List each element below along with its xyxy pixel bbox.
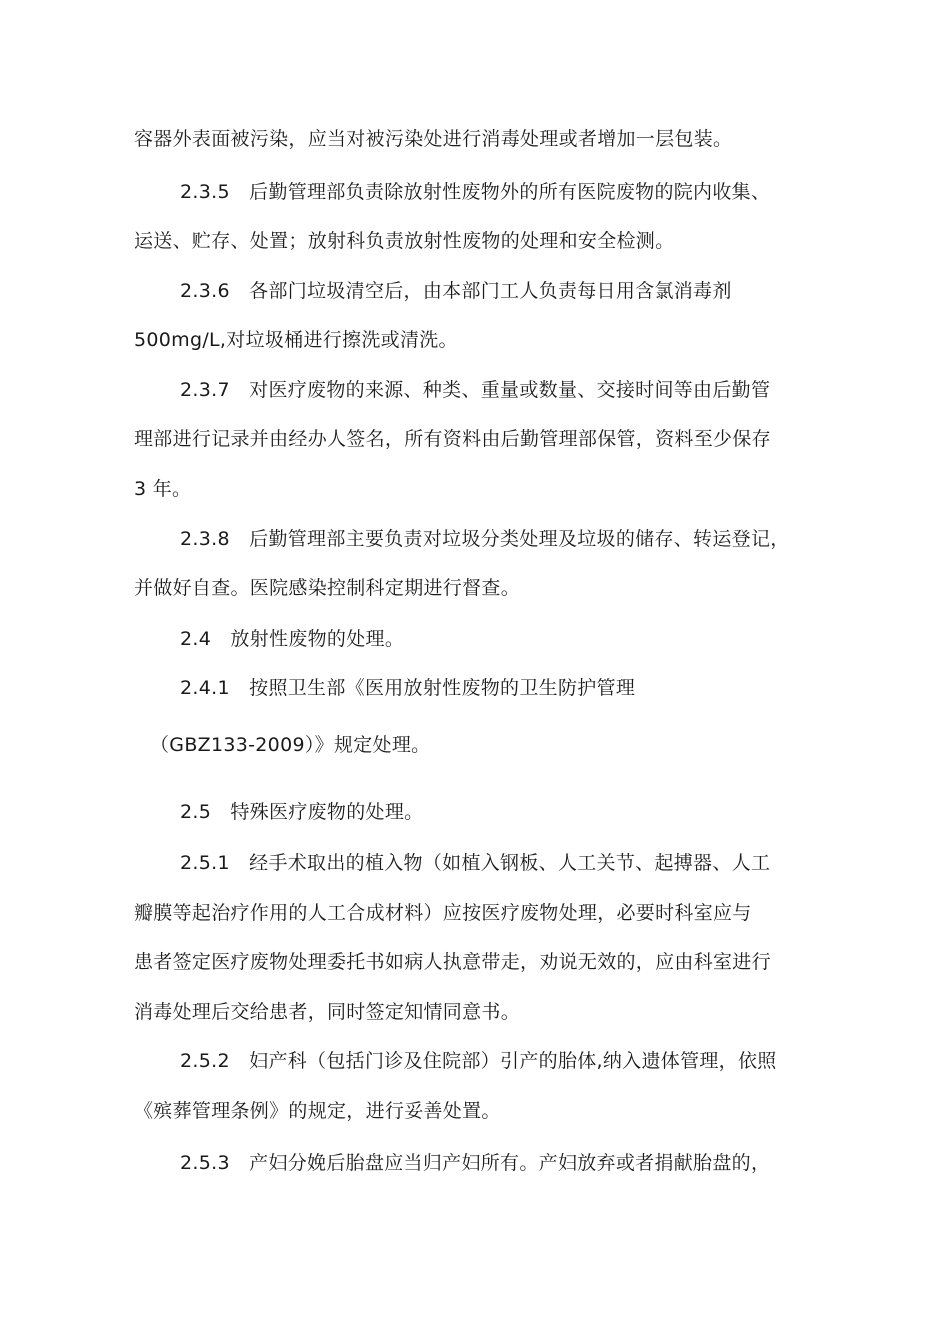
text-line: 2.3.6 各部门垃圾清空后，由本部门工人负责每日用含氯消毒剂 [180,280,732,302]
text-line: 患者签定医疗废物处理委托书如病人执意带走，劝说无效的，应由科室进行 [134,951,771,973]
text-line: 《殡葬管理条例》的规定，进行妥善处置。 [134,1100,501,1122]
section-heading: 2.4 放射性废物的处理。 [180,628,405,650]
text-line: 2.3.5 后勤管理部负责除放射性废物外的所有医院废物的院内收集、 [180,181,771,203]
text-line: 2.3.8 后勤管理部主要负责对垃圾分类处理及垃圾的储存、转运登记， [180,528,790,550]
text-line: （GBZ133-2009）》规定处理。 [150,734,431,756]
text-line: 并做好自查。医院感染控制科定期进行督查。 [134,577,521,599]
text-line: 2.5.1 经手术取出的植入物（如植入钢板、人工关节、起搏器、人工 [180,852,771,874]
text-line: 2.3.7 对医疗废物的来源、种类、重量或数量、交接时间等由后勤管 [180,379,771,401]
text-line: 2.5.2 妇产科（包括门诊及住院部）引产的胎体,纳入遗体管理，依照 [180,1050,777,1072]
text-line: 理部进行记录并由经办人签名，所有资料由后勤管理部保管，资料至少保存 [134,428,771,450]
text-line: 瓣膜等起治疗作用的人工合成材料）应按医疗废物处理，必要时科室应与 [134,902,752,924]
text-line: 3 年。 [134,478,192,500]
section-heading: 2.5 特殊医疗废物的处理。 [180,801,424,823]
text-line: 2.4.1 按照卫生部《医用放射性废物的卫生防护管理 [180,677,636,699]
text-line: 500mg/L,对垃圾桶进行擦洗或清洗。 [134,329,458,351]
text-line: 2.5.3 产妇分娩后胎盘应当归产妇所有。产妇放弃或者捐献胎盘的， [180,1152,771,1174]
text-line: 容器外表面被污染，应当对被污染处进行消毒处理或者增加一层包装。 [134,128,733,150]
text-line: 运送、贮存、处置；放射科负责放射性废物的处理和安全检测。 [134,230,675,252]
text-line: 消毒处理后交给患者，同时签定知情同意书。 [134,1001,521,1023]
